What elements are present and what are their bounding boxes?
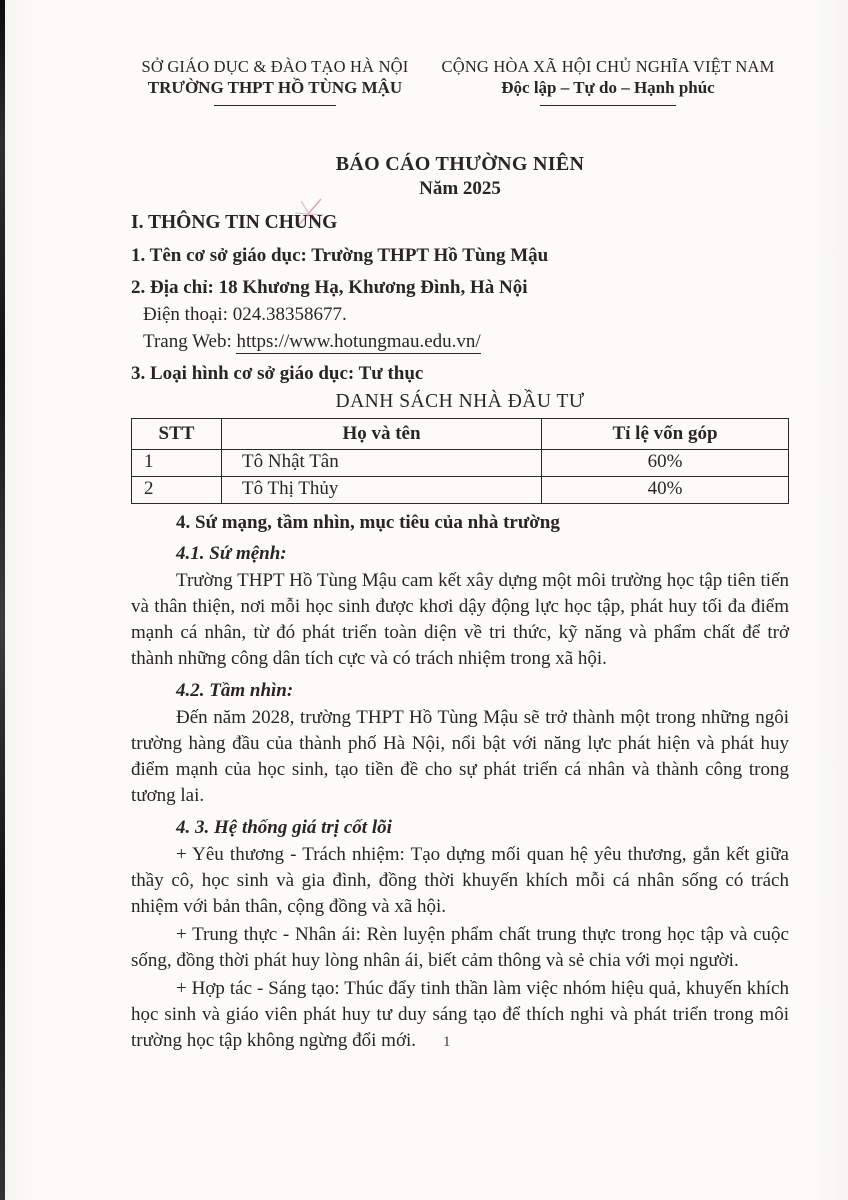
table-header-row: [132, 419, 789, 450]
scanner-edge-artifact: [0, 0, 5, 1200]
report-year: Năm 2025: [419, 178, 501, 199]
section-heading-mission-vision: 4. Sứ mạng, tầm nhìn, mục tiêu của nhà trường: [176, 512, 560, 533]
cell-name: Tô Nhật Tân: [222, 450, 542, 477]
field-website: [143, 330, 789, 354]
core-value-paragraph-2: + Trung thực - Nhân ái: Rèn luyện phẩm chất trung thực trong học tập và cuộc sống, đồng thời phát huy lòng nhân ái, biết cảm thông và sẻ chia với mọi người.: [131, 924, 789, 971]
report-title: BÁO CÁO THƯỜNG NIÊN: [335, 153, 585, 175]
vision-paragraph: Đến năm 2028, trường THPT Hồ Tùng Mậu sẽ trở thành một trong những ngôi trường hàng đầu của thành phố Hà Nội, nổi bật với năng lực phát hiện và phát huy điểm mạnh của học sinh, tạo tiền đề cho sự phát triển cá nhân và thành công trong tương lai.: [131, 707, 789, 806]
cell-share: 60%: [542, 450, 789, 477]
field-address: 2. Địa chỉ: 18 Khương Hạ, Khương Đình, Hà Nội: [131, 277, 528, 298]
core-value-paragraph-3: + Hợp tác - Sáng tạo: Thúc đẩy tinh thần làm việc nhóm hiệu quả, khuyến khích học sinh và giáo viên phát huy tư duy sáng tạo để thích nghi và phát triển trong môi trường học tập không ngừng đổi mới.: [131, 978, 789, 1051]
page-number: 1: [443, 1034, 451, 1050]
col-header-name: Họ và tên: [222, 419, 542, 450]
issuing-org-block: [135, 56, 415, 106]
header-underline-right: [540, 105, 676, 106]
document-header: [131, 56, 789, 106]
mission-paragraph: Trường THPT Hồ Tùng Mậu cam kết xây dựng một môi trường học tập tiên tiến và thân thiện, nơi mỗi học sinh được khơi dậy động lực học tập, phát huy tối đa điểm mạnh cá nhân, từ đó phát triển toàn diện về tri thức, kỹ năng và phẩm chất để trở thành những công dân tích cực và có trách nhiệm trong xã hội.: [131, 570, 789, 669]
core-value-paragraph-1: + Yêu thương - Trách nhiệm: Tạo dựng mối quan hệ yêu thương, gắn kết giữa thầy cô, học sinh và gia đình, đồng thời khuyến khích mỗi cá nhân sống có trách nhiệm với bản thân, cộng đồng và xã hội.: [131, 844, 789, 917]
table-row: [132, 450, 789, 477]
subsection-heading-core-values: 4. 3. Hệ thống giá trị cốt lõi: [176, 817, 392, 838]
field-phone: Điện thoại: 024.38358677.: [143, 304, 347, 325]
org-department-line: SỞ GIÁO DỤC & ĐÀO TẠO HÀ NỘI: [141, 57, 409, 76]
website-url: https://www.hotungmau.edu.vn/: [236, 331, 481, 352]
motto-country-line: CỘNG HÒA XÃ HỘI CHỦ NGHĨA VIỆT NAM: [441, 57, 775, 76]
org-school-line: TRƯỜNG THPT HỒ TÙNG MẬU: [147, 78, 403, 97]
document-body: [131, 56, 789, 1054]
header-underline-left: [214, 105, 336, 106]
website-label: Trang Web:: [143, 331, 237, 352]
table-row: [132, 477, 789, 504]
field-school-name: 1. Tên cơ sở giáo dục: Trường THPT Hồ Tùng Mậu: [131, 245, 549, 266]
national-motto-block: [427, 56, 789, 106]
section-heading-general-info: I. THÔNG TIN CHUNG: [131, 212, 338, 233]
cell-stt: 1: [132, 450, 222, 477]
cell-name: Tô Thị Thủy: [222, 477, 542, 504]
motto-slogan-line: Độc lập – Tự do – Hạnh phúc: [501, 78, 715, 97]
cell-stt: 2: [132, 477, 222, 504]
subsection-heading-mission: 4.1. Sứ mệnh:: [176, 543, 287, 564]
col-header-stt: STT: [132, 419, 222, 450]
investor-table-caption: DANH SÁCH NHÀ ĐẦU TƯ: [335, 391, 585, 412]
investor-table: [131, 418, 789, 504]
field-school-type: 3. Loại hình cơ sở giáo dục: Tư thục: [131, 363, 424, 384]
cell-share: 40%: [542, 477, 789, 504]
report-title-block: [131, 152, 789, 201]
col-header-share: Tỉ lệ vốn góp: [542, 419, 789, 450]
subsection-heading-vision: 4.2. Tầm nhìn:: [176, 680, 294, 701]
